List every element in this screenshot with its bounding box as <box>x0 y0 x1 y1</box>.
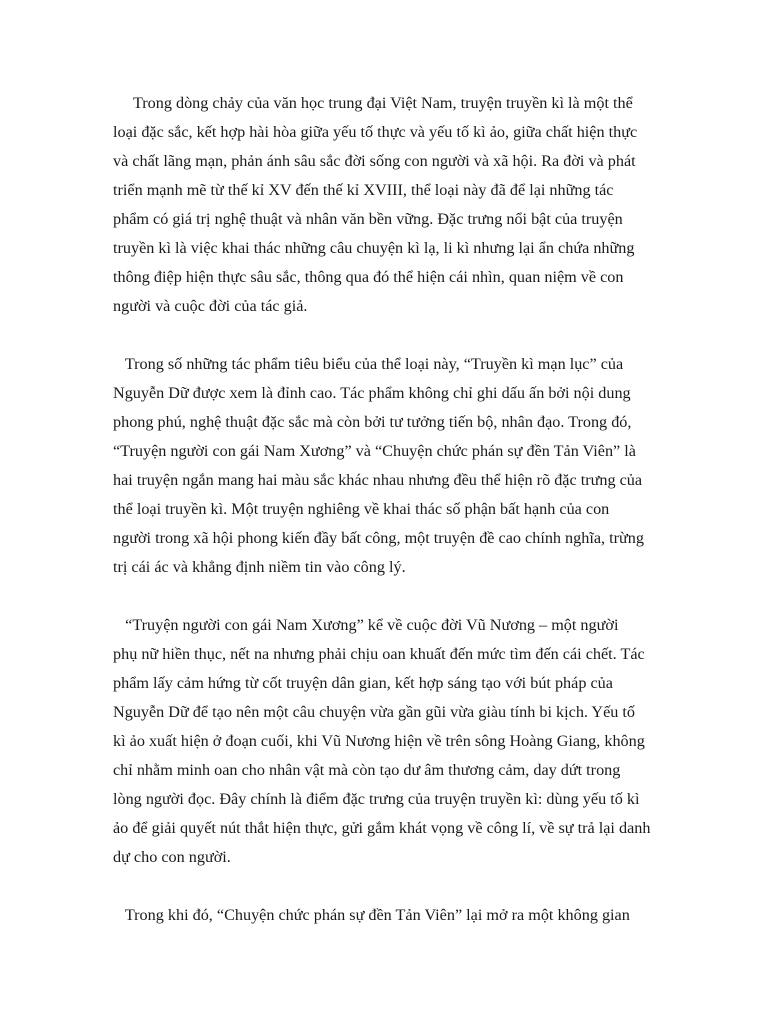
document-body <box>113 89 659 959</box>
text-line: dự cho con người. <box>113 848 231 866</box>
text-line: triển mạnh mẽ từ thế kỉ XV đến thế kỉ XVIII, thể loại này đã để lại những tác <box>113 181 614 199</box>
text-line: Trong dòng chảy của văn học trung đại Việt Nam, truyện truyền kì là một thể <box>113 94 633 112</box>
text-line: thông điệp hiện thực sâu sắc, thông qua đó thể hiện cái nhìn, quan niệm về con <box>113 268 624 286</box>
paragraph-1 <box>113 89 659 321</box>
text-line: Nguyễn Dữ được xem là đỉnh cao. Tác phẩm không chỉ ghi dấu ấn bởi nội dung <box>113 384 631 402</box>
paragraph-3 <box>113 611 659 872</box>
text-line: trị cái ác và khẳng định niềm tin vào công lý. <box>113 558 406 576</box>
text-line: phụ nữ hiền thục, nết na nhưng phải chịu oan khuất đến mức tìm đến cái chết. Tác <box>113 645 645 663</box>
text-line: “Truyện người con gái Nam Xương” kể về cuộc đời Vũ Nương – một người <box>113 616 619 634</box>
text-line: kì ảo xuất hiện ở đoạn cuối, khi Vũ Nương hiện về trên sông Hoàng Giang, không <box>113 732 645 750</box>
text-line: phẩm có giá trị nghệ thuật và nhân văn bền vững. Đặc trưng nổi bật của truyện <box>113 210 623 228</box>
paragraph-4 <box>113 901 659 930</box>
text-line: lòng người đọc. Đây chính là điểm đặc trưng của truyện truyền kì: dùng yếu tố kì <box>113 790 640 808</box>
text-line: Trong khi đó, “Chuyện chức phán sự đền Tản Viên” lại mở ra một không gian <box>113 906 630 924</box>
text-line: phong phú, nghệ thuật đặc sắc mà còn bởi tư tưởng tiến bộ, nhân đạo. Trong đó, <box>113 413 632 431</box>
text-line: người trong xã hội phong kiến đầy bất công, một truyện đề cao chính nghĩa, trừng <box>113 529 644 547</box>
text-line: Nguyễn Dữ để tạo nên một câu chuyện vừa gần gũi vừa giàu tính bi kịch. Yếu tố <box>113 703 636 721</box>
text-line: và chất lãng mạn, phản ánh sâu sắc đời sống con người và xã hội. Ra đời và phát <box>113 152 636 170</box>
text-line: hai truyện ngắn mang hai màu sắc khác nhau nhưng đều thể hiện rõ đặc trưng của <box>113 471 643 489</box>
text-line: chỉ nhằm minh oan cho nhân vật mà còn tạo dư âm thương cảm, day dứt trong <box>113 761 621 779</box>
text-line: ảo để giải quyết nút thắt hiện thực, gửi gắm khát vọng về công lí, về sự trả lại danh <box>113 819 651 837</box>
text-line: “Truyện người con gái Nam Xương” và “Chuyện chức phán sự đền Tản Viên” là <box>113 442 636 460</box>
text-line: phẩm lấy cảm hứng từ cốt truyện dân gian, kết hợp sáng tạo với bút pháp của <box>113 674 613 692</box>
text-line: truyền kì là việc khai thác những câu chuyện kì lạ, li kì nhưng lại ẩn chứa những <box>113 239 635 257</box>
text-line: Trong số những tác phẩm tiêu biểu của thể loại này, “Truyền kì mạn lục” của <box>113 355 624 373</box>
text-line: thể loại truyền kì. Một truyện nghiêng về khai thác số phận bất hạnh của con <box>113 500 610 518</box>
paragraph-2 <box>113 350 659 582</box>
text-line: loại đặc sắc, kết hợp hài hòa giữa yếu tố thực và yếu tố kì ảo, giữa chất hiện thực <box>113 123 638 141</box>
text-line: người và cuộc đời của tác giả. <box>113 297 308 315</box>
